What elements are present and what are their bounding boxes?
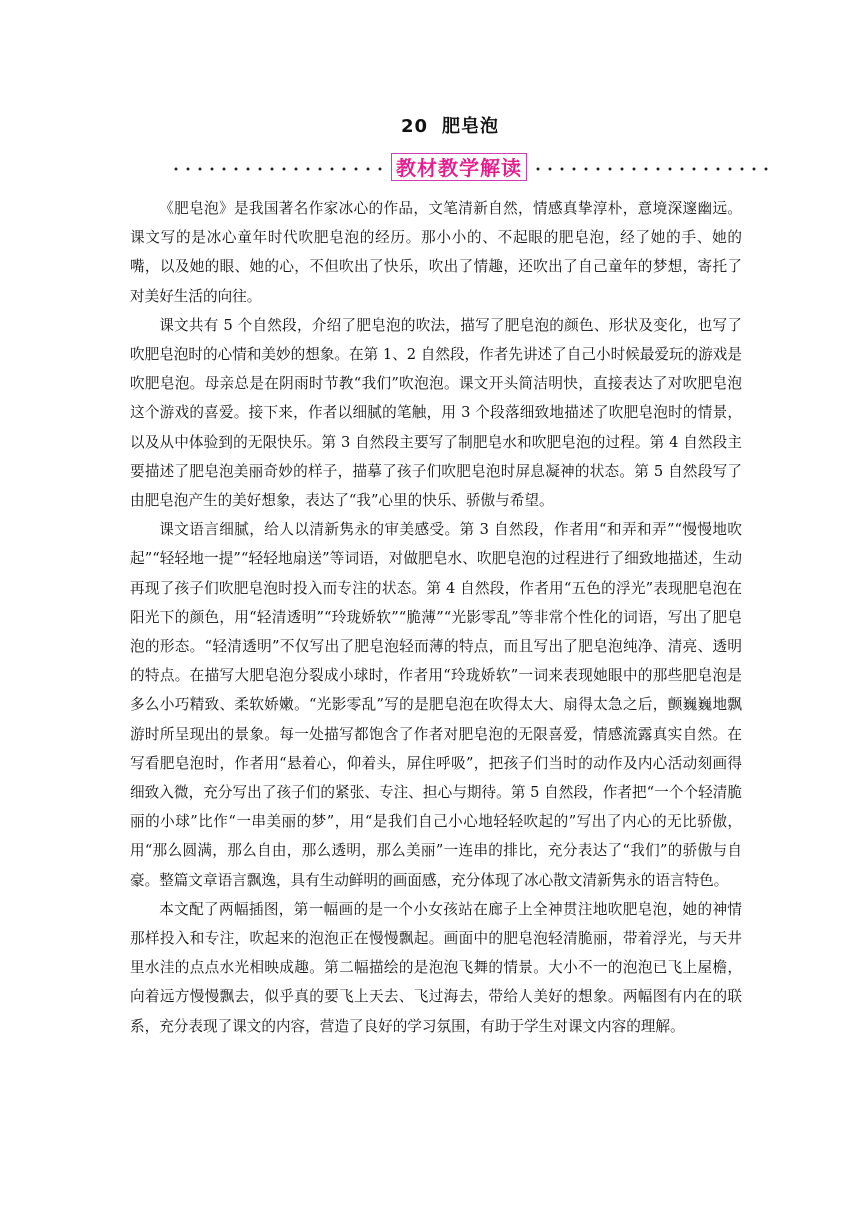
dotted-rule-left (170, 166, 386, 172)
section-banner (170, 152, 770, 186)
dotted-rule-right (532, 166, 770, 172)
lesson-number: 20 (400, 116, 429, 137)
paragraph-3: 课文语言细腻，给人以清新隽永的审美感受。第 3 自然段，作者用“和弄和弄”“慢慢地吹起”“轻轻地一提”“轻轻地扇送”等词语，对做肥皂水、吹肥皂泡的过程进行了细致地描述，生动再现了孩子们吹肥皂泡时投入而专注的状态。第 4 自然段，作者用“五色的浮光”表现肥皂泡在阳光下的颜色，用“轻清透明”“玲珑娇软”“脆薄”“光影零乱”等非常个性化的词语，写出了肥皂泡的形态。“轻清透明”不仅写出了肥皂泡轻而薄的特点，而且写出了肥皂泡纯净、清亮、透明的特点。在描写大肥皂泡分裂成小球时，作者用“玲珑娇软”一词来表现她眼中的那些肥皂泡是多么小巧精致、柔软娇嫩。“光影零乱”写的是肥皂泡在吹得太大、扇得太急之后，颤巍巍地飘游时所呈现出的景象。每一处描写都饱含了作者对肥皂泡的无限喜爱，情感流露真实自然。在写看肥皂泡时，作者用“悬着心，仰着头，屏住呼吸”，把孩子们当时的动作及内心活动刻画得细致入微，充分写出了孩子们的紧张、专注、担心与期待。第 5 自然段，作者把“一个个轻清脆丽的小球”比作“一串美丽的梦”，用“是我们自己小心地轻轻吹起的”写出了内心的无比骄傲，用“那么圆满，那么自由，那么透明，那么美丽”一连串的排比，充分表达了“我们”的骄傲与自豪。整篇文章语言飘逸，具有生动鲜明的画面感，充分体现了冰心散文清新隽永的语言特色。 (130, 521, 742, 889)
section-banner-label: 教材教学解读 (391, 153, 527, 181)
lesson-title-text: 肥皂泡 (442, 116, 500, 137)
lesson-title (0, 112, 860, 138)
paragraph-2: 课文共有 5 个自然段，介绍了肥皂泡的吹法，描写了肥皂泡的颜色、形状及变化，也写了吹肥皂泡时的心情和美妙的想象。在第 1、2 自然段，作者先讲述了自己小时候最爱玩的游戏是吹肥皂泡。母亲总是在阴雨时节教“我们”吹泡泡。课文开头简洁明快，直接表达了对吹肥皂泡这个游戏的喜爱。接下来，作者以细腻的笔触，用 3 个段落细致地描述了吹肥皂泡时的情景，以及从中体验到的无限快乐。第 3 自然段主要写了制肥皂水和吹肥皂泡的过程。第 4 自然段主要描述了肥皂泡美丽奇妙的样子，描摹了孩子们吹肥皂泡时屏息凝神的状态。第 5 自然段写了由肥皂泡产生的美好想象，表达了“我”心里的快乐、骄傲与希望。 (130, 316, 742, 510)
paragraph-4: 本文配了两幅插图，第一幅画的是一个小女孩站在廊子上全神贯注地吹肥皂泡，她的神情那样投入和专注，吹起来的泡泡正在慢慢飘起。画面中的肥皂泡轻清脆丽，带着浮光，与天井里水洼的点点水光相映成趣。第二幅描绘的是泡泡飞舞的情景。大小不一的泡泡已飞上屋檐，向着远方慢慢飘去，似乎真的要飞上天去、飞过海去，带给人美好的想象。两幅图有内在的联系，充分表现了课文的内容，营造了良好的学习氛围，有助于学生对课文内容的理解。 (130, 900, 742, 1035)
body-text (130, 194, 742, 1041)
paragraph-1: 《肥皂泡》是我国著名作家冰心的作品，文笔清新自然，情感真挚淳朴，意境深邃幽远。课文写的是冰心童年时代吹肥皂泡的经历。那小小的、不起眼的肥皂泡，经了她的手、她的嘴，以及她的眼、她的心，不但吹出了快乐，吹出了情趣，还吹出了自己童年的梦想，寄托了对美好生活的向往。 (130, 200, 742, 305)
